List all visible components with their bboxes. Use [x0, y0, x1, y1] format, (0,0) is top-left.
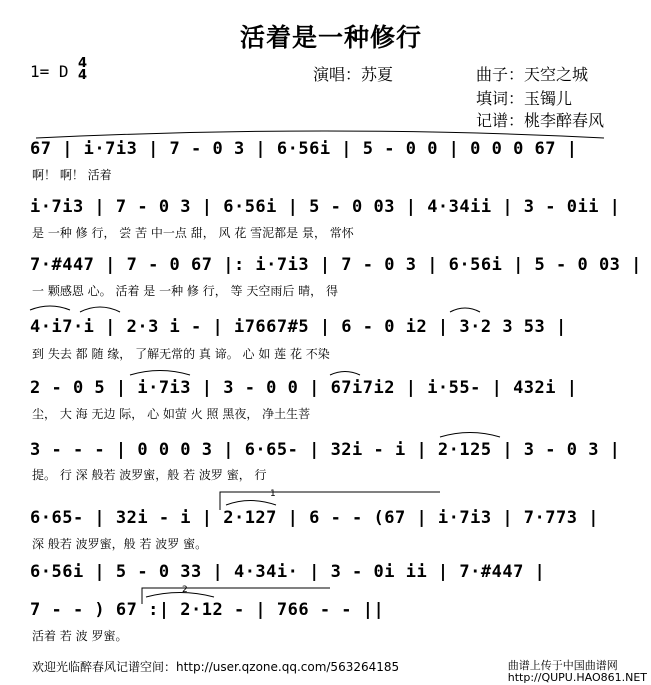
watermark: [508, 660, 647, 684]
volta-bracket-2: [142, 588, 330, 604]
time-signature-top: 4: [78, 56, 88, 71]
system-6-lyrics: 提。 行 深 般若 波罗蜜，般 若 波罗 蜜， 行: [32, 468, 267, 482]
system-9-lyrics: 活着 若 波 罗蜜。: [32, 629, 128, 643]
volta-label-2: 2: [182, 585, 188, 595]
system-1-lyrics: 啊！ 啊！ 活着: [32, 168, 112, 182]
system-6-notes: 3 - - - | 0 0 0 3 | 6·65- | 32i - i | 2·125 | 3 - 0 3 |: [30, 440, 621, 460]
singer-credit: 演唱：苏夏: [313, 65, 394, 84]
footer-credit: 欢迎光临醉春风记谱空间：http://user.qzone.qq.com/563264185: [32, 660, 400, 674]
system-7-notes: 6·65- | 32i - i | 2·127 | 6 - - (67 | i·7i3 | 7·773 |: [30, 508, 599, 528]
system-2-notes: i·7i3 | 7 - 0 3 | 6·56i | 5 - 0 03 | 4·34ii | 3 - 0ii |: [30, 197, 621, 217]
system-4-lyrics: 到 失去 都 随 缘， 了解无常的 真 谛。 心 如 莲 花 不染: [32, 347, 330, 361]
system-3-notes: 7·#447 | 7 - 0 67 |: i·7i3 | 7 - 0 3 | 6·56i | 5 - 0 03 |: [30, 255, 642, 275]
system-3-lyrics: 一 颗感恩 心。 活着 是 一种 修 行， 等 天空雨后 晴， 得: [32, 284, 338, 298]
system-7-lyrics: 深 般若 波罗蜜，般 若 波罗 蜜。: [32, 537, 208, 551]
key-signature: 1= D: [30, 62, 69, 81]
slur: [146, 593, 214, 598]
watermark-line-1: 曲谱上传于中国曲谱网: [507, 659, 618, 672]
system-5-notes: 2 - 0 5 | i·7i3 | 3 - 0 0 | 67i7i2 | i·55- | 432i |: [30, 378, 578, 398]
system-5-lyrics: 尘， 大 海 无边 际， 心 如萤 火 照 黑夜， 净土生菩: [32, 407, 311, 421]
slur: [330, 372, 360, 376]
slur: [36, 131, 604, 138]
slur: [450, 308, 480, 312]
watermark-line-2: http://QUPU.HAO861.NET: [507, 671, 647, 684]
system-8-notes: 6·56i | 5 - 0 33 | 4·34i· | 3 - 0i ii | 7·#447 |: [30, 562, 546, 582]
page-title: 活着是一种修行: [240, 23, 423, 52]
composer-credit: 曲子：天空之城: [476, 65, 589, 84]
time-signature-bottom: 4: [78, 68, 88, 83]
transcriber-credit: 记谱：桃李醉春风: [476, 111, 605, 130]
volta-label-1: 1: [270, 489, 276, 499]
slur: [130, 371, 190, 376]
system-1-notes: 67 | i·7i3 | 7 - 0 3 | 6·56i | 5 - 0 0 | 0 0 0 67 |: [30, 139, 578, 159]
slur: [80, 307, 120, 312]
system-9-notes: 7 - - ) 67 :| 2·12 - | 766 - - ||: [30, 600, 385, 620]
slur: [30, 306, 70, 310]
lyricist-credit: 填词：玉镯儿: [476, 89, 573, 108]
slur: [440, 433, 500, 438]
system-2-lyrics: 是 一种 修 行， 尝 苦 中一点 甜， 风 花 雪泥都是 景， 常怀: [32, 226, 354, 240]
system-4-notes: 4·i7·i | 2·3 i - | i7667#5 | 6 - 0 i2 | 3·2 3 53 |: [30, 317, 567, 337]
slur: [226, 501, 276, 506]
